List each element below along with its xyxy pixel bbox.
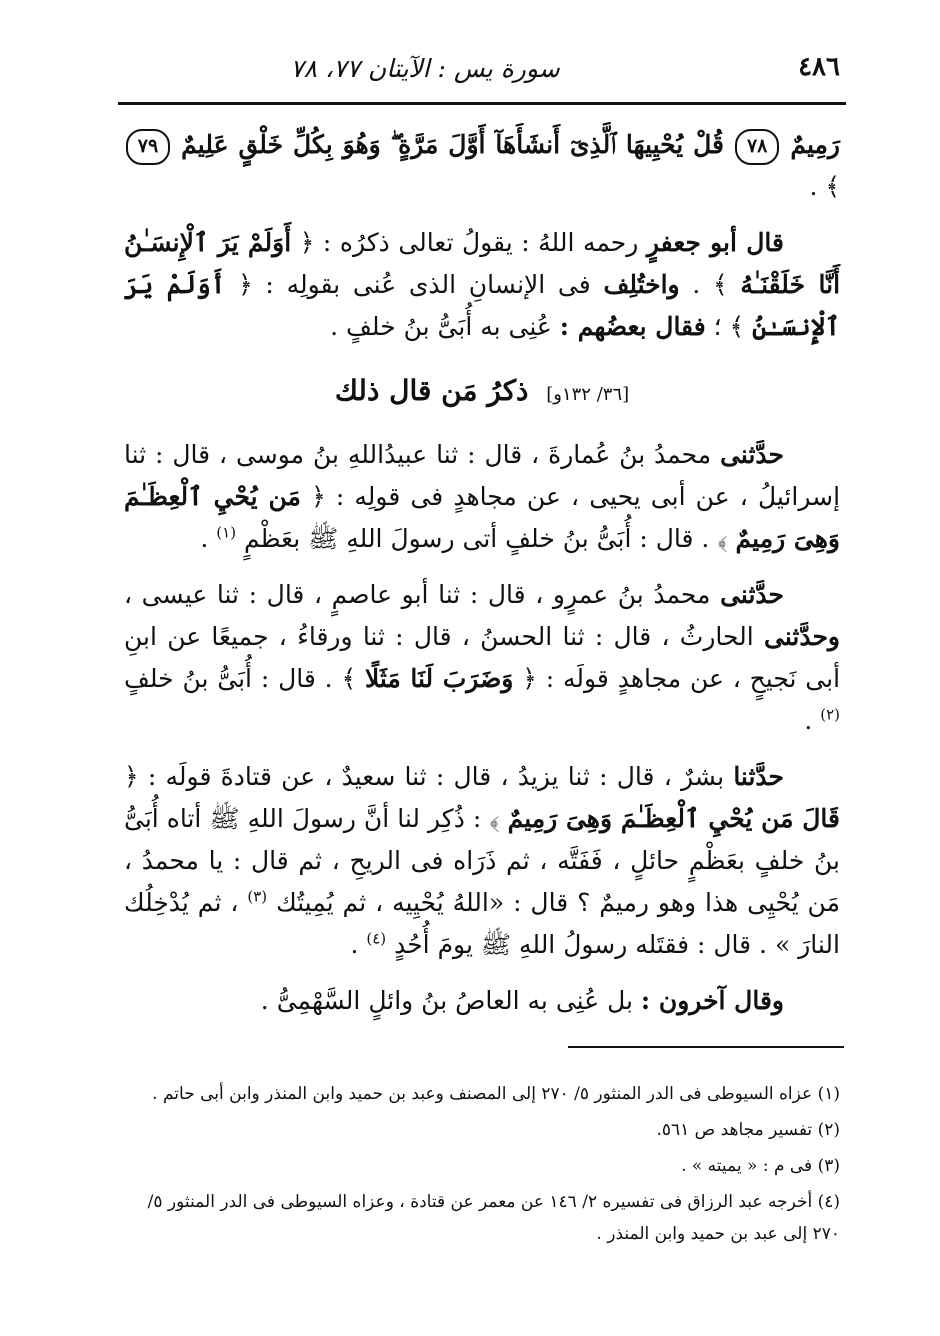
hadith-3 bbox=[124, 756, 840, 966]
running-title: سورة يس : الآيتان ٧٧، ٧٨ bbox=[290, 54, 560, 83]
verse-line bbox=[124, 124, 840, 208]
page-header bbox=[120, 46, 840, 92]
paragraph-others bbox=[124, 980, 840, 1022]
footnote-1: (١) عزاه السيوطى فى الدر المنثور ٥/ ٢٧٠ إلى المصنف وعبد بن حميد وابن المنذر وابن أبى حاتم . bbox=[152, 1084, 840, 1104]
text-run: بل عُنِى به العاصُ بنُ وائلٍ السَّهْمِىُّ . bbox=[260, 986, 633, 1015]
text-run: ﴾ . bbox=[692, 270, 728, 299]
quran-quote: أَوَلَمْ يَرَ ٱلْإِنسَـٰنُ أَنَّا خَلَقْنَـٰهُ bbox=[124, 228, 841, 299]
verse-lead: رَمِيمٌ bbox=[790, 130, 841, 159]
hadith-2 bbox=[124, 574, 840, 742]
text-run: . bbox=[200, 524, 209, 553]
page-number: ٤٨٦ bbox=[798, 52, 840, 82]
footnotes bbox=[124, 1078, 840, 1254]
text-run: ﴾ . قال : أُبَىُّ بنُ خلفٍ bbox=[124, 664, 357, 693]
section-title: ذكرُ مَن قال ذلك bbox=[334, 374, 529, 407]
text-run: محمدُ بنُ عمرٍو ، قال : ثنا أبو عاصمٍ ، قال : ثنا عيسى ، bbox=[124, 580, 711, 609]
text-run: عُنِى به أُبَىُّ بنُ خلفٍ . bbox=[330, 312, 552, 341]
verse-close: ﴾ . bbox=[809, 172, 840, 201]
quran-quote: وَضَرَبَ لَنَا مَثَلًا bbox=[364, 664, 514, 693]
isnad-lead: حدَّثنى bbox=[720, 580, 784, 609]
footnote-marker[interactable]: (٢) bbox=[820, 705, 840, 724]
isnad-lead: وحدَّثنى bbox=[764, 622, 841, 651]
isnad-lead: حدَّثنا bbox=[733, 762, 785, 791]
bold-run: واختُلِف bbox=[603, 270, 680, 299]
paragraph-intro bbox=[124, 222, 840, 348]
text-run: فى الإنسانِ الذى عُنى بقولِه : ﴿ bbox=[238, 270, 591, 299]
ayah-number-78: ٧٨ bbox=[735, 129, 779, 165]
speaker-bold: قال أبو جعفرٍ bbox=[646, 228, 784, 257]
text-run: ﴾ : ذُكِر لنا أنَّ رسولَ اللهِ ﷺ أتاه أُبَىُّ بنُ خلفٍ بعَظْمٍ حائلٍ ، فَفَتَّه ، ثم ذَرَاه فى الريحِ ، ثم قال : يا محمدُ ، مَن يُحْيِى هذا وهو رميمٌ ؟ قال : «اللهُ يُحْيِيه ، ثم يُمِيتُك bbox=[124, 804, 840, 917]
footnote-marker[interactable]: (١) bbox=[216, 523, 237, 542]
header-rule bbox=[118, 102, 846, 105]
text-run: . bbox=[350, 930, 359, 959]
footnote-4: (٤) أخرجه عبد الرزاق فى تفسيره ٢/ ١٤٦ عن معمر عن قتادة ، وعزاه السيوطى فى الدر المنثور ٥/ ٢٧٠ إلى عبد بن حميد وابن المنذر . bbox=[147, 1192, 840, 1244]
manuscript-page-ref: [٣٦/ ١٣٢و] bbox=[546, 384, 630, 405]
bold-run: فقال بعضُهم : bbox=[559, 312, 706, 341]
quran-quote: أَوَلَمْ يَرَ ٱلْإِنسَـٰنُ bbox=[124, 270, 840, 341]
section-heading bbox=[124, 370, 840, 416]
bold-run: وقال آخرون : bbox=[640, 986, 784, 1015]
footnote-marker[interactable]: (٣) bbox=[247, 887, 268, 906]
text-run: . bbox=[804, 706, 813, 735]
footnote-marker[interactable]: (٤) bbox=[366, 929, 387, 948]
footnote-2: (٢) تفسير مجاهد ص ٥٦١. bbox=[656, 1120, 840, 1140]
quran-quote: قَالَ مَن يُحْيِ ٱلْعِظَـٰمَ وَهِىَ رَمِيمٌ bbox=[507, 804, 840, 833]
text-run: رحمه اللهُ : يقولُ تعالى ذكرُه : ﴿ bbox=[299, 228, 639, 257]
hadith-1 bbox=[124, 434, 840, 560]
text-run: بشرٌ ، قال : ثنا يزيدُ ، قال : ثنا سعيدٌ ، عن قتادةَ قولَه : ﴿ bbox=[124, 762, 725, 791]
text-run: الحارثُ ، قال : ثنا الحسنُ ، قال : ثنا ورقاءُ ، جميعًا عن ابنِ أبى نَجيحٍ ، عن مجاهدٍ قولَه : ﴿ bbox=[124, 622, 841, 693]
quran-quote: مَن يُحْيِ ٱلْعِظَـٰمَ وَهِىَ رَمِيمٌ bbox=[124, 482, 840, 553]
isnad-lead: حدَّثنى bbox=[720, 440, 784, 469]
verse-text: قُلْ يُحْيِيهَا ٱلَّذِىٓ أَنشَأَهَآ أَوَّلَ مَرَّةٍ ۖ وَهُوَ بِكُلِّ خَلْقٍ عَلِيمٌ bbox=[181, 130, 725, 159]
footnote-rule bbox=[568, 1046, 844, 1048]
page-body bbox=[124, 124, 840, 1022]
text-run: ﴾ . قال : أُبَىُّ بنُ خلفٍ أتى رسولَ اللهِ ﷺ بعَظْمٍ bbox=[244, 524, 728, 553]
text-run: محمدُ بنُ عُمارةَ ، قال : ثنا عبيدُاللهِ بنُ موسى ، قال : ثنا إسرائيلُ ، عن أبى يحيى ، عن مجاهدٍ فى قولِه : ﴿ bbox=[124, 440, 841, 511]
text-run: ﴾ ؛ bbox=[713, 312, 745, 341]
footnote-3: (٣) فى م : « يميته » . bbox=[681, 1156, 840, 1176]
text-run: ، ثم يُدْخِلُك النارَ » . قال : فقتَله رسولُ اللهِ ﷺ يومَ أُحُدٍ bbox=[124, 888, 840, 959]
ayah-number-79: ٧٩ bbox=[126, 129, 170, 165]
